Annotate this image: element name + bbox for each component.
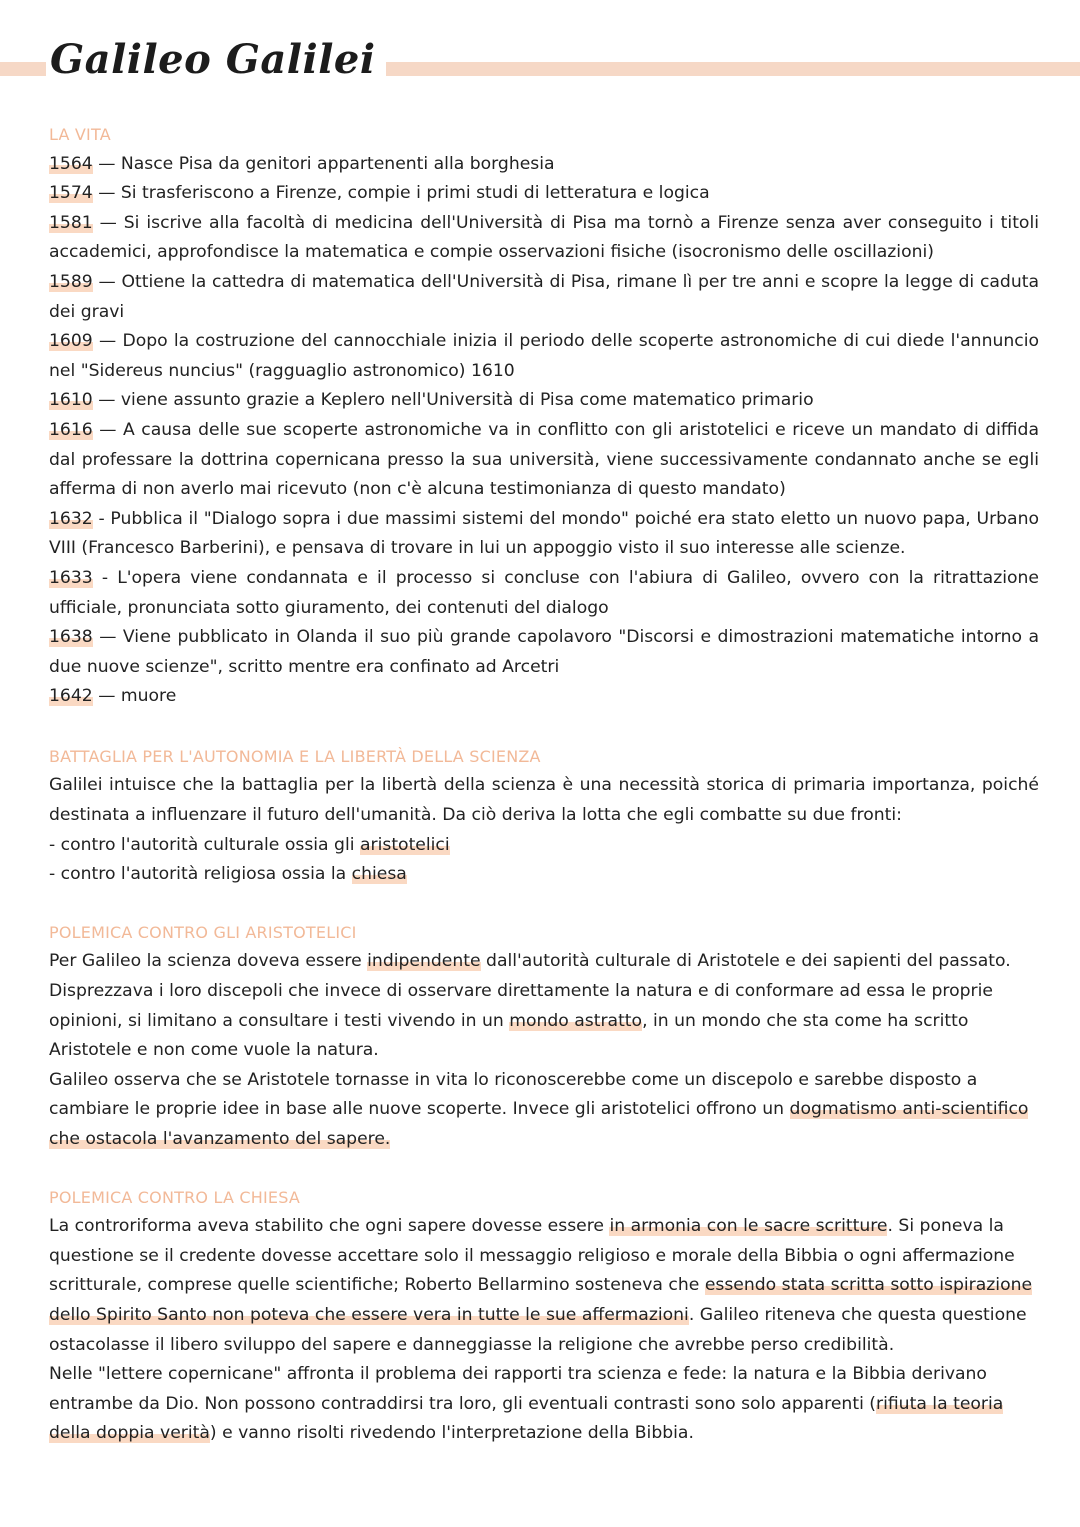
timeline: [49, 150, 1039, 712]
timeline-year: 1616: [49, 419, 93, 440]
timeline-year: 1574: [49, 183, 93, 204]
timeline-text: L'opera viene condannata e il processo si concluse con l'abiura di Galileo, ovvero con la ritrattazione ufficiale, pronunciata sotto giuramento, dei contenuti del dialogo: [49, 567, 1039, 618]
highlight: indipendente: [367, 951, 481, 972]
timeline-year: 1581: [49, 212, 93, 233]
timeline-year: 1632: [49, 508, 93, 529]
page-title: Galileo Galilei: [46, 36, 386, 83]
paragraph: La controriforma aveva stabilito che ogni sapere dovesse essere in armonia con le sacre scritture. Si poneva la questione se il credente dovesse accettare solo il messaggio religioso e morale della Bibbia o ogni affermazione scritturale, comprese quelle scientifiche; Roberto Bellarmino sosteneva che essendo stata scritta sotto ispirazione dello Spirito Santo non poteva che essere vera in tutte le sue affermazioni. Galileo riteneva che questa questione ostacolasse il libero sviluppo del sapere e danneggiasse la religione che avrebbe perso credibilità.: [49, 1216, 1033, 1355]
timeline-text: Nasce Pisa da genitori appartenenti alla borghesia: [120, 153, 555, 174]
highlight: mondo astratto: [509, 1010, 643, 1031]
timeline-entry: 1638 — Viene pubblicato in Olanda il suo più grande capolavoro "Discorsi e dimostrazioni matematiche intorno a due nuove scienze", scritto mentre era confinato ad Arcetri: [49, 627, 1039, 677]
timeline-year: 1638: [49, 627, 93, 648]
document-body: [49, 120, 1039, 1449]
timeline-entry: 1610 — viene assunto grazie a Keplero nell'Università di Pisa come matematico primario: [49, 390, 814, 411]
timeline-entry: 1589 — Ottiene la cattedra di matematica dell'Università di Pisa, rimane lì per tre anni e scopre la legge di caduta dei gravi: [49, 271, 1039, 322]
timeline-text: Viene pubblicato in Olanda il suo più grande capolavoro "Discorsi e dimostrazioni matematiche intorno a due nuove scienze", scritto mentre era confinato ad Arcetri: [49, 627, 1039, 677]
timeline-text: muore: [120, 686, 177, 707]
timeline-year: 1633: [49, 567, 93, 588]
highlight: dogmatismo anti-scientifico che ostacola l'avanzamento del sapere.: [49, 1099, 1029, 1149]
highlight: rifiuta la teoria della doppia verità: [49, 1393, 1004, 1444]
timeline-entry: 1564 — Nasce Pisa da genitori appartenenti alla borghesia: [49, 153, 555, 174]
highlight: essendo stata scritta sotto ispirazione dello Spirito Santo non poteva che essere vera in tutte le sue affermazioni: [49, 1275, 1033, 1325]
paragraph: Galilei intuisce che la battaglia per la libertà della scienza è una necessità storica di primaria importanza, poiché destinata a influenzare il futuro dell'umanità. Da ciò deriva la lotta che egli combatte su due fronti:: [49, 775, 1039, 826]
timeline-year: 1609: [49, 331, 93, 352]
timeline-year: 1564: [49, 153, 93, 174]
timeline-entry: 1616 — A causa delle sue scoperte astronomiche va in conflitto con gli aristotelici e riceve un mandato di diffida dal professare la dottrina copernicana presso la sua università, viene successivamente condannato anche se egli afferma di non averlo mai ricevuto (non c'è alcuna testimonianza di questo mandato): [49, 419, 1039, 500]
timeline-year: 1642: [49, 686, 93, 707]
timeline-year: 1610: [49, 390, 93, 411]
timeline-entry: 1642 — muore: [49, 686, 177, 707]
bullet-item: - contro l'autorità culturale ossia gli aristotelici: [49, 834, 450, 855]
timeline-text: Si iscrive alla facoltà di medicina dell'Università di Pisa ma tornò a Firenze senza aver conseguito i titoli accademici, approfondisce la matematica e compie osservazioni fisiche (isocronismo delle oscillazioni): [49, 212, 1039, 263]
section-heading-aristotelici: POLEMICA CONTRO GLI ARISTOTELICI: [49, 922, 357, 942]
timeline-year: 1589: [49, 271, 93, 292]
timeline-entry: 1609 — Dopo la costruzione del cannocchiale inizia il periodo delle scoperte astronomiche di cui diede l'annuncio nel "Sidereus nuncius" (ragguaglio astronomico) 1610: [49, 331, 1039, 381]
section-heading-battaglia: BATTAGLIA PER L'AUTONOMIA E LA LIBERTÀ DELLA SCIENZA: [49, 746, 541, 766]
timeline-text: Si trasferiscono a Firenze, compie i primi studi di letteratura e logica: [120, 183, 710, 204]
timeline-text: Dopo la costruzione del cannocchiale inizia il periodo delle scoperte astronomiche di cui diede l'annuncio nel "Sidereus nuncius" (ragguaglio astronomico) 1610: [49, 331, 1039, 381]
timeline-entry: 1633 - L'opera viene condannata e il processo si concluse con l'abiura di Galileo, ovvero con la ritrattazione ufficiale, pronunciata sotto giuramento, dei contenuti del dialogo: [49, 567, 1039, 618]
timeline-text: viene assunto grazie a Keplero nell'Università di Pisa come matematico primario: [120, 390, 814, 411]
timeline-text: Pubblica il "Dialogo sopra i due massimi sistemi del mondo" poiché era stato eletto un nuovo papa, Urbano VIII (Francesco Barberini), e pensava di trovare in lui un appoggio visto il suo interesse alle scienze.: [49, 508, 1039, 559]
paragraph: Nelle "lettere copernicane" affronta il problema dei rapporti tra scienza e fede: la natura e la Bibbia derivano entrambe da Dio. Non possono contraddirsi tra loro, gli eventuali contrasti sono solo apparenti (rifiuta la teoria della doppia verità) e vanno risolti rivedendo l'interpretazione della Bibbia.: [49, 1364, 1004, 1444]
highlight: aristotelici: [359, 834, 450, 855]
timeline-entry: 1632 - Pubblica il "Dialogo sopra i due massimi sistemi del mondo" poiché era stato eletto un nuovo papa, Urbano VIII (Francesco Barberini), e pensava di trovare in lui un appoggio visto il suo interesse alle scienze.: [49, 508, 1039, 559]
highlight: chiesa: [351, 864, 407, 885]
section-heading-chiesa: POLEMICA CONTRO LA CHIESA: [49, 1187, 301, 1207]
paragraph: Per Galileo la scienza doveva essere indipendente dall'autorità culturale di Aristotele e dei sapienti del passato. Disprezzava i loro discepoli che invece di osservare direttamente la natura e di conformare ad essa le proprie opinioni, si limitano a consultare i testi vivendo in un mondo astratto, in un mondo che sta come ha scritto Aristotele e non come vuole la natura.: [49, 951, 1011, 1061]
highlight: in armonia con le sacre scritture: [609, 1216, 888, 1237]
bullet-item: - contro l'autorità religiosa ossia la chiesa: [49, 864, 407, 885]
section-heading-vita: LA VITA: [49, 125, 111, 144]
timeline-entry: 1574 — Si trasferiscono a Firenze, compie i primi studi di letteratura e logica: [49, 183, 710, 204]
paragraph: Galileo osserva che se Aristotele tornasse in vita lo riconoscerebbe come un discepolo e sarebbe disposto a cambiare le proprie idee in base alle nuove scoperte. Invece gli aristotelici offrono un dogmatismo anti-scientifico che ostacola l'avanzamento del sapere.: [49, 1069, 1029, 1149]
timeline-text: Ottiene la cattedra di matematica dell'Università di Pisa, rimane lì per tre anni e scopre la legge di caduta dei gravi: [49, 271, 1039, 322]
timeline-entry: 1581 — Si iscrive alla facoltà di medicina dell'Università di Pisa ma tornò a Firenze senza aver conseguito i titoli accademici, approfondisce la matematica e compie osservazioni fisiche (isocronismo delle oscillazioni): [49, 212, 1039, 263]
timeline-text: A causa delle sue scoperte astronomiche va in conflitto con gli aristotelici e riceve un mandato di diffida dal professare la dottrina copernicana presso la sua università, viene successivamente condannato anche se egli afferma di non averlo mai ricevuto (non c'è alcuna testimonianza di questo mandato): [49, 419, 1039, 500]
